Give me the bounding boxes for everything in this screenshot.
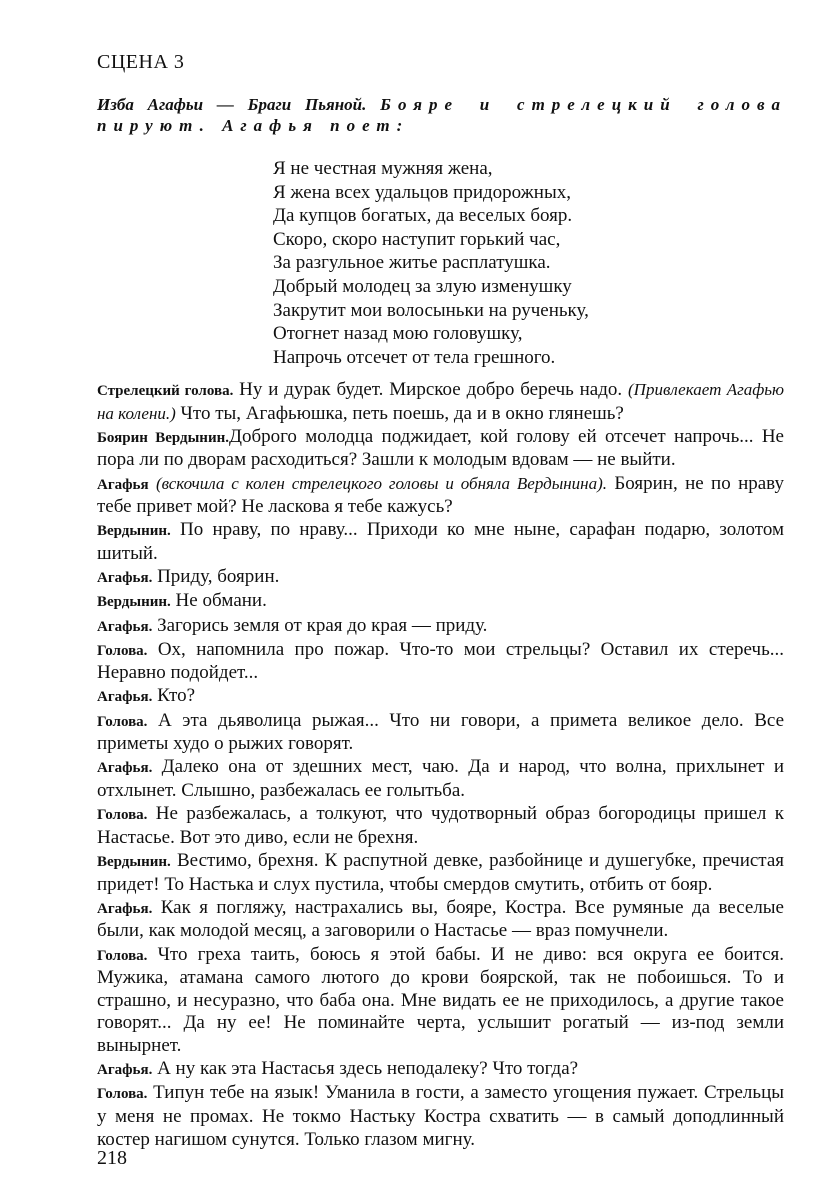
speech-text: Кто? (152, 685, 196, 707)
speaker-name: Агафья (97, 476, 149, 493)
dialogue-line (97, 615, 784, 639)
stage-direction (97, 94, 787, 136)
stage-direction-place: Изба Агафьи — Браги Пьяной. (97, 95, 367, 114)
dialogue-line (97, 897, 784, 943)
speech-text: Не разбежалась, а толкуют, что чудотворный образ богородицы пришел к Настасье. Вот это диво, если не брехня. (97, 803, 784, 848)
dialogue-line (97, 426, 784, 472)
speech-text: Вестимо, брехня. К распутной девке, разбойнице и душегубке, пречистая придет! То Настька и слух пустила, чтобы смердов смутить, отбить от бояр. (97, 850, 784, 895)
scene-title: СЦЕНА 3 (97, 51, 185, 73)
song-line: Добрый молодец за злую изменушку (273, 275, 572, 297)
speech-text: Боярин, не по нраву тебе привет мой? Не ласкова я тебе кажусь? (97, 472, 784, 518)
dialogue-line (97, 519, 784, 565)
speaker-name: Голова. (97, 642, 148, 659)
dialogue-line (97, 850, 784, 896)
speech-text: Доброго молодца поджидает, кой голову ей отсечет напрочь... Не пора ли по дворам расходиться? Зашли к молодым вдовам — не выйти. (97, 425, 784, 471)
song-line: Напрочь отсечет от тела грешного. (273, 346, 556, 368)
song-line: Да купцов богатых, да веселых бояр. (273, 205, 573, 227)
dialogue-line (97, 1082, 784, 1151)
song-line: Отогнет назад мою головушку, (273, 323, 523, 345)
speaker-name: Агафья. (97, 900, 153, 917)
speaker-name: Боярин Вердынин. (97, 429, 229, 446)
dialogue-line (97, 566, 784, 590)
speaker-name: Агафья. (97, 618, 153, 635)
stage-remark: (вскочила с колен стрелецкого головы и обняла Вердынина). (155, 473, 607, 493)
speaker-name: Агафья. (97, 689, 153, 706)
speaker-name: Голова. (97, 807, 148, 824)
speech-text (149, 473, 156, 494)
speaker-name: Голова. (97, 1086, 148, 1103)
speech-text: Типун тебе на язык! Уманила в гости, а заместо угощения пужает. Стрельцы у меня не промах. Не токмо Настьку Костра схватить — в самый доподлинный костер нагишом сунутся. Только глазом мигну. (97, 1082, 784, 1150)
speaker-name: Агафья. (97, 570, 153, 587)
dialogue-line (97, 473, 784, 519)
speaker-name: Агафья. (97, 760, 153, 777)
song-line: Скоро, скоро наступит горький час, (273, 228, 561, 250)
dialogue-line (97, 590, 784, 614)
dialogue-line (97, 685, 784, 709)
speech-text: Ну и дурак будет. Мирское добро беречь надо. (233, 379, 629, 400)
stage-remark: (Привлекает Агафью на колени.) (97, 380, 785, 423)
speech-text: Ох, напомнила про пожар. Что-то мои стрельцы? Оставил их стеречь... Неравно подойдет... (97, 638, 784, 684)
speaker-name: Стрелецкий голова. (97, 383, 234, 399)
speaker-name: Голова. (97, 713, 148, 730)
speech-text: Загорись земля от края до края — приду. (152, 614, 488, 636)
speech-text: А ну как эта Настасья здесь неподалеку? Что тогда? (152, 1058, 579, 1080)
dialogue-line (97, 803, 784, 849)
song-verse (273, 157, 753, 369)
speech-text: По нраву, по нраву... Приходи ко мне ныне, сарафан подарю, золотом шитый. (97, 519, 784, 564)
dialogue-line (97, 639, 784, 685)
speaker-name: Вердынин. (97, 523, 171, 540)
speaker-name: Голова. (97, 947, 148, 964)
song-line: Я жена всех удальцов придорожных, (273, 181, 571, 203)
dialogue-line (97, 944, 784, 1058)
speaker-name: Вердынин. (97, 854, 171, 870)
dialogue-line (97, 379, 784, 425)
speaker-name: Вердынин. (97, 594, 171, 611)
dialogue (97, 379, 784, 1152)
stage-direction-action: Бояре и стрелецкий голова пируют. Агафья поет: (97, 95, 788, 135)
dialogue-line (97, 756, 784, 802)
speech-text: Что ты, Агафьюшка, петь поешь, да и в окно глянешь? (175, 402, 624, 424)
page-number: 218 (97, 1147, 127, 1169)
speech-text: Приду, боярин. (152, 566, 280, 588)
speech-text: Не обмани. (170, 590, 267, 612)
speech-text: Как я погляжу, настрахались вы, бояре, Костра. Все румяные да веселые были, как молодой месяц, а заговорили о Настасье — враз помучнели. (97, 896, 784, 942)
dialogue-line (97, 1058, 784, 1082)
speaker-name: Агафья. (97, 1062, 153, 1079)
song-line: Я не честная мужняя жена, (273, 158, 493, 179)
speech-text: Что греха таить, боюсь я этой бабы. И не диво: вся округа ее боится. Мужика, атамана самого лютого до крови боярской, так не побоишься. То и страшно, и несуразно, что баба она. Мне видать ее не приходилось, а другие такое говорят... Да ну ее! Не поминайте черта, услышит рогатый — из-под земли вынырнет. (97, 943, 784, 1056)
dialogue-line (97, 710, 784, 756)
song-line: За разгульное житье расплатушка. (273, 252, 551, 274)
speech-text: Далеко она от здешних мест, чаю. Да и народ, что волна, прихлынет и отхлынет. Слышно, разбежалась ее голытьба. (97, 756, 784, 802)
speech-text: А эта дьяволица рыжая... Что ни говори, а примета великое дело. Все приметы худо о рыжих говорят. (97, 709, 784, 755)
song-line: Закрутит мои волосыньки на рученьку, (273, 299, 589, 321)
